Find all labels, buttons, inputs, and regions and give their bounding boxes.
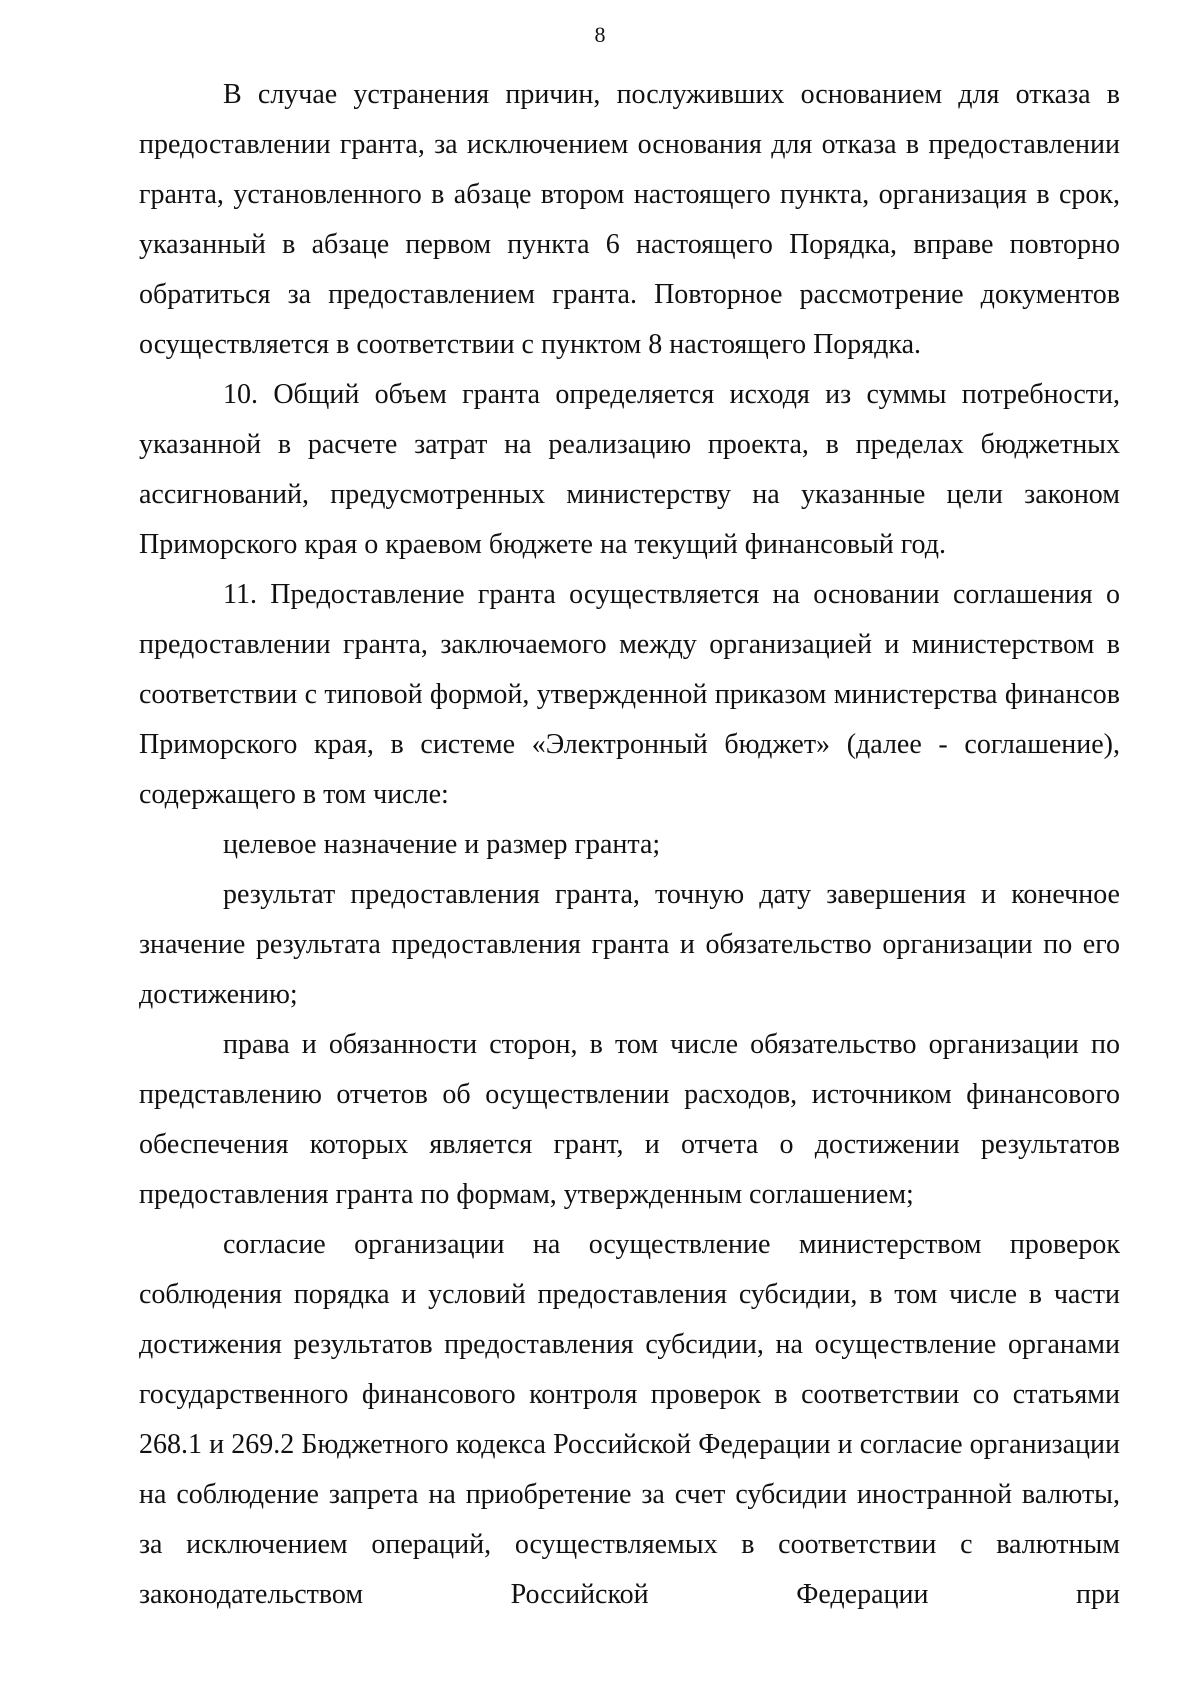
paragraph-rights-obligations: права и обязанности сторон, в том числе обязательство организации по представлению отчетов об осуществлении расходов, источником финансового обеспечения которых является грант, и отчета о достижении результатов предоставления гранта по формам, утвержденным соглашением; [139, 1029, 1120, 1210]
paragraph-refusal-resubmission: В случае устранения причин, послуживших основанием для отказа в предоставлении гранта, за исключением основания для отказа в предоставлении гранта, установленного в абзаце втором настоящего пункта, организация в срок, указанный в абзаце первом пункта 6 настоящего Порядка, вправе повторно обратиться за предоставлением гранта. Повторное рассмотрение документов осуществляется в соответствии с пунктом 8 настоящего Порядка. [139, 79, 1120, 360]
paragraph-consent-inspections: согласие организации на осуществление министерством проверок соблюдения порядка и условий предоставления субсидии, в том числе в части достижения результатов предоставления субсидии, на осуществление органами государственного финансового контроля проверок в соответствии со статьями 268.1 и 269.2 Бюджетного кодекса Российской Федерации и согласие организации на соблюдение запрета на приобретение за счет субсидии иностранной валюты, за исключением операций, осуществляемых в соответствии с валютным законодательством Российской Федерации при [139, 1229, 1120, 1610]
paragraph-10-grant-volume: 10. Общий объем гранта определяется исходя из суммы потребности, указанной в расчете затрат на реализацию проекта, в пределах бюджетных ассигнований, предусмотренных министерству на указанные цели законом Приморского края о краевом бюджете на текущий финансовый год. [139, 379, 1120, 560]
page-number: 8 [594, 22, 606, 47]
paragraph-purpose-and-amount: целевое назначение и размер гранта; [223, 829, 661, 860]
paragraph-11-grant-agreement: 11. Предоставление гранта осуществляется на основании соглашения о предоставлении гранта, заключаемого между организацией и министерством в соответствии с типовой формой, утвержденной приказом министерства финансов Приморского края, в системе «Электронный бюджет» (далее - соглашение), содержащего в том числе: [139, 579, 1120, 810]
document-body [139, 70, 1120, 1620]
paragraph-result: результат предоставления гранта, точную дату завершения и конечное значение результата предоставления гранта и обязательство организации по его достижению; [139, 879, 1120, 1010]
